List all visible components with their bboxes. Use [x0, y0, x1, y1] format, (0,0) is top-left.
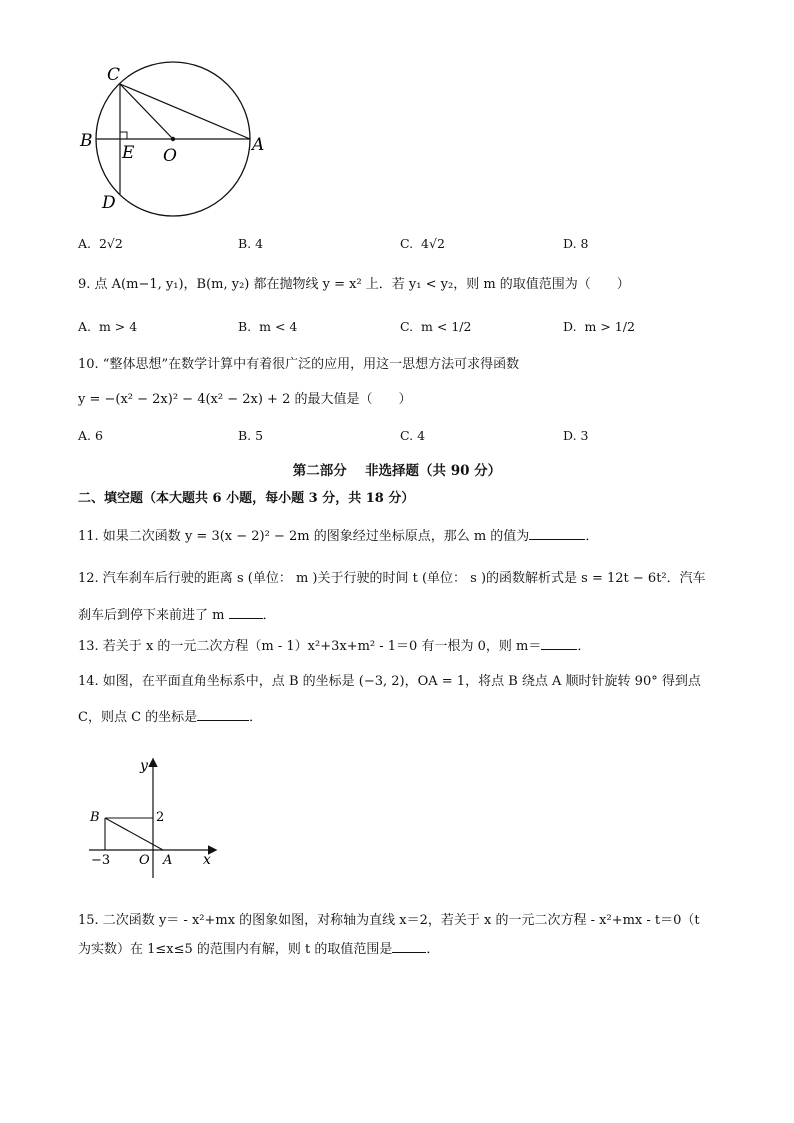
q9-option-c: C. m < 1/2 [400, 319, 472, 334]
question-15-line-1: 15. 二次函数 y＝ - x²+mx 的图象如图，对称轴为直线 x＝2，若关于 x 的一元二次方程 - x²+mx - t＝0（t [78, 913, 700, 928]
q9-option-b: B. m < 4 [238, 319, 298, 334]
segment-BA [105, 818, 163, 850]
label-B: B [80, 131, 93, 151]
question-11: 11. 如果二次函数 y = 3(x − 2)² − 2m 的图象经过坐标原点，那么 m 的值为 ． [78, 529, 599, 544]
answer-blank-14[interactable] [197, 708, 249, 721]
segment-CA [120, 84, 250, 139]
part-2-title: 第二部分 非选择题（共 90 分） [292, 463, 502, 479]
q8-option-b: B. 4 [238, 236, 264, 251]
q8-option-c: C. 4√2 [400, 236, 445, 251]
label-E: E [122, 143, 135, 163]
label-neg3: −3 [91, 853, 111, 868]
question-12-line-2: 刹车后到停下来前进了 m ． [78, 608, 276, 623]
label-two: 2 [156, 810, 165, 825]
question-9-text: 9. 点 A(m−1, y₁)，B(m, y₂) 都在抛物线 y = x² 上．若 y₁ < y₂，则 m 的取值范围为（ ） [78, 277, 630, 292]
section-2-heading: 二、填空题（本大题共 6 小题，每小题 3 分，共 18 分） [78, 491, 415, 506]
right-angle-mark [120, 132, 127, 139]
q9-option-d: D. m > 1/2 [563, 319, 635, 334]
question-10-line-2: y = −(x² − 2x)² − 4(x² − 2x) + 2 的最大值是（ ） [78, 392, 412, 407]
center-point-O [171, 137, 175, 141]
q10-option-a: A. 6 [78, 428, 103, 443]
q10-option-b: B. 5 [238, 428, 264, 443]
label-origin-O: O [139, 853, 150, 868]
question-14-line-2: C，则点 C 的坐标是 ． [78, 710, 263, 725]
circle-geometry-figure [70, 55, 280, 225]
coordinate-figure [85, 752, 225, 882]
label-point-B: B [90, 810, 100, 825]
answer-blank-13[interactable] [541, 637, 577, 650]
answer-blank-15[interactable] [392, 940, 426, 953]
question-10-line-1: 10. “整体思想”在数学计算中有着很广泛的应用，用这一思想方法可求得函数 [78, 357, 520, 372]
segment-CO [120, 84, 173, 139]
question-14-line-1: 14. 如图，在平面直角坐标系中，点 B 的坐标是 (−3, 2)，OA = 1，将点 B 绕点 A 顺时针旋转 90° 得到点 [78, 674, 701, 689]
q8-option-d: D. 8 [563, 236, 589, 251]
label-O: O [163, 146, 177, 166]
q9-option-a: A. m > 4 [78, 319, 138, 334]
axis-label-x: x [203, 852, 211, 868]
answer-blank-12[interactable] [229, 606, 263, 619]
question-13: 13. 若关于 x 的一元二次方程（m - 1）x²+3x+m² - 1＝0 有一根为 0，则 m＝ ． [78, 639, 591, 654]
answer-blank-11[interactable] [529, 527, 585, 540]
q10-option-d: D. 3 [563, 428, 589, 443]
label-A: A [252, 135, 265, 155]
label-point-A: A [163, 853, 173, 868]
label-D: D [102, 193, 116, 213]
q10-option-c: C. 4 [400, 428, 426, 443]
label-C: C [107, 65, 121, 85]
question-15-line-2: 为实数）在 1≤x≤5 的范围内有解，则 t 的取值范围是 ． [78, 942, 440, 957]
axis-label-y: y [140, 758, 148, 774]
question-12-line-1: 12. 汽车刹车后行驶的距离 s (单位： m )关于行驶的时间 t (单位： s )的函数解析式是 s = 12t − 6t²．汽车 [78, 571, 706, 586]
q8-option-a: A. 2√2 [78, 236, 123, 251]
